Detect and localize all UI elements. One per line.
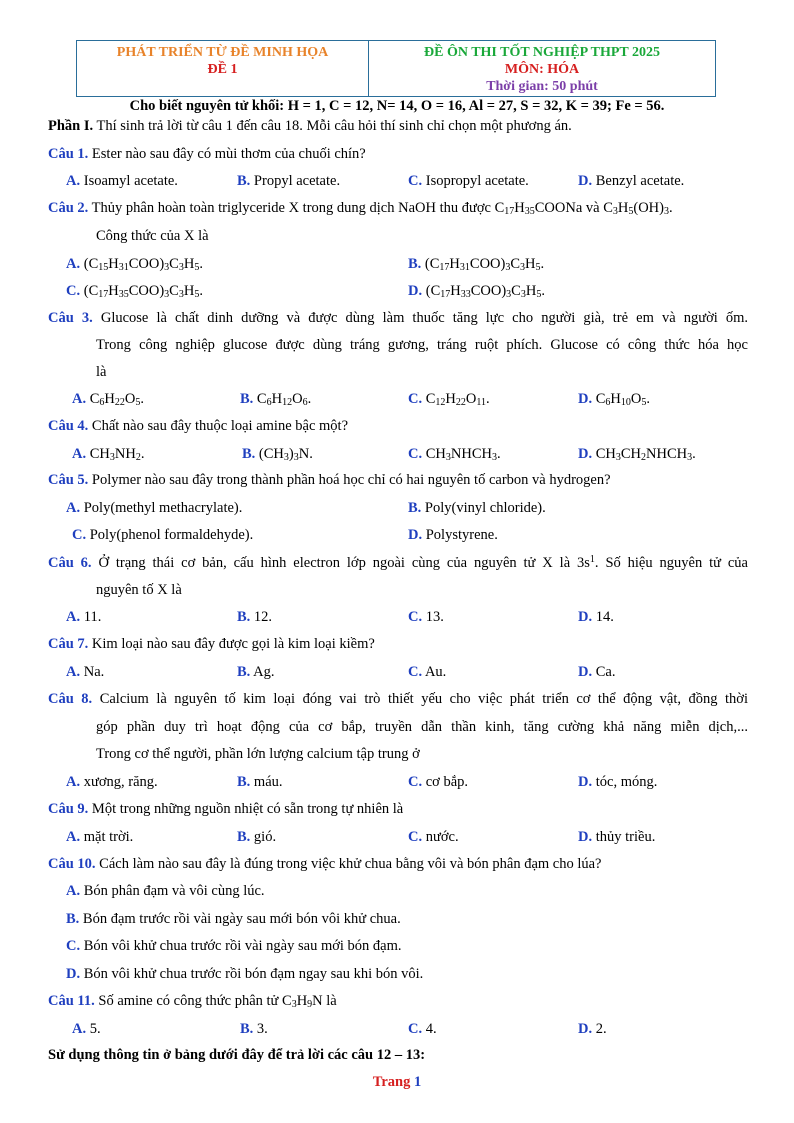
option-1d[interactable]: D. Benzyl acetate. (578, 173, 685, 189)
part-text: Thí sinh trả lời từ câu 1 đến câu 18. Mỗi câu hỏi thí sinh chỉ chọn một phương án. (96, 118, 572, 134)
option-8b[interactable]: B. máu. (237, 774, 283, 790)
option-8c[interactable]: C. cơ bắp. (408, 774, 469, 790)
option-11d[interactable]: D. 2. (578, 1021, 607, 1037)
option-2d[interactable]: D. $(C_{17}H_{33}COO)_3C_3H_5$. (408, 283, 545, 300)
header-exam-title: ĐỀ ÔN THI TỐT NGHIỆP THPT 2025 (424, 45, 660, 60)
question-10: Câu 10. Cách làm nào sau đây là đúng trong việc khử chua bằng vôi và bón phân đạm cho lúa? (48, 856, 602, 872)
header-exam-number: ĐỀ 1 (207, 62, 238, 77)
option-5d[interactable]: D. Polystyrene. (408, 527, 498, 543)
option-4c[interactable]: C. $CH_3NHCH_3$. (408, 446, 501, 463)
question-9: Câu 9. Một trong những nguồn nhiệt có sẵn trong tự nhiên là (48, 801, 404, 817)
question-6-cont: nguyên tố X là (96, 582, 182, 598)
header-right (369, 41, 715, 96)
option-10c[interactable]: C. Bón vôi khử chua trước rồi vài ngày sau mới bón đạm. (66, 938, 402, 954)
option-10b[interactable]: B. Bón đạm trước rồi vài ngày sau mới bón vôi khử chua. (66, 911, 401, 927)
header-subject: MÔN: HÓA (504, 62, 580, 77)
option-3c[interactable]: C. $C_{12}H_{22}O_{11}$. (408, 391, 490, 408)
question-6: Câu 6. Ở trạng thái cơ bản, cấu hình electron lớp ngoài cùng của nguyên tử X là $3s^1$. Số hiệu nguyên tử của (48, 554, 748, 571)
option-8d[interactable]: D. tóc, móng. (578, 774, 658, 790)
option-6b[interactable]: B. 12. (237, 609, 273, 625)
question-text: Ester nào sau đây có mùi thơm của chuối chín? (91, 146, 366, 162)
option-11c[interactable]: C. 4. (408, 1021, 437, 1037)
option-5b[interactable]: B. Poly(vinyl chloride). (408, 500, 546, 516)
header-box (76, 40, 716, 97)
option-3d[interactable]: D. $C_6H_{10}O_5$. (578, 391, 650, 408)
footer-word: Trang (372, 1074, 411, 1090)
option-10d[interactable]: D. Bón vôi khử chua trước rồi bón đạm ngay sau khi bón vôi. (66, 966, 424, 982)
option-4b[interactable]: B. $(CH_3)_3N$. (242, 446, 313, 463)
question-3-cont2: là (96, 364, 107, 380)
question-2: Câu 2. Thủy phân hoàn toàn triglyceride X trong dung dịch NaOH thu được $C_{17}H_{35}COONa$ và $C_3H_5(OH)_3$. (48, 200, 673, 217)
option-4a[interactable]: A. $CH_3NH_2$. (72, 446, 145, 463)
option-3b[interactable]: B. $C_6H_{12}O_6$. (240, 391, 312, 408)
question-8-cont: góp phần duy trì hoạt động của cơ bắp, truyền dẫn thần kinh, tăng cường khả năng miễn dịch,... (96, 719, 748, 735)
option-9a[interactable]: A. mặt trời. (66, 829, 134, 845)
option-4d[interactable]: D. $CH_3CH_2NHCH_3$. (578, 446, 696, 463)
header-left (77, 41, 369, 96)
question-3-cont: Trong công nghiệp glucose được dùng tráng gương, tráng ruột phích. Glucose có công thức hóa học (96, 337, 748, 353)
option-9d[interactable]: D. thủy triều. (578, 829, 656, 845)
option-7b[interactable]: B. Ag. (237, 664, 275, 680)
option-5a[interactable]: A. Poly(methyl methacrylate). (66, 500, 243, 516)
header-duration: Thời gian: 50 phút (486, 79, 598, 94)
question-2-cont: Công thức của X là (96, 228, 209, 244)
part-label: Phần I. (48, 118, 94, 134)
option-7c[interactable]: C. Au. (408, 664, 447, 680)
option-1b[interactable]: B. Propyl acetate. (237, 173, 341, 189)
option-6a[interactable]: A. 11. (66, 609, 102, 625)
atomic-masses: Cho biết nguyên tử khối: H = 1, C = 12, N= 14, O = 16, Al = 27, S = 32, K = 39; Fe = 56. (129, 98, 665, 114)
option-10a[interactable]: A. Bón phân đạm và vôi cùng lúc. (66, 883, 265, 899)
question-label: Câu 1. (48, 146, 89, 162)
option-6d[interactable]: D. 14. (578, 609, 614, 625)
question-8: Câu 8. Calcium là nguyên tố kim loại đóng vai trò thiết yếu cho việc phát triển cơ thể động vật, đồng thời (48, 691, 748, 707)
question-8-cont2: Trong cơ thể người, phần lớn lượng calcium tập trung ở (96, 746, 420, 762)
option-6c[interactable]: C. 13. (408, 609, 444, 625)
option-1a[interactable]: A. Isoamyl acetate. (66, 173, 178, 189)
option-9b[interactable]: B. gió. (237, 829, 277, 845)
question-4: Câu 4. Chất nào sau đây thuộc loại amine bậc một? (48, 418, 349, 434)
option-5c[interactable]: C. Poly(phenol formaldehyde). (72, 527, 254, 543)
page-footer (0, 1074, 794, 1091)
part-instructions (48, 118, 572, 135)
question-7: Câu 7. Kim loại nào sau đây được gọi là kim loại kiềm? (48, 636, 375, 652)
option-3a[interactable]: A. $C_6H_{22}O_5$. (72, 391, 144, 408)
question-11: Câu 11. Số amine có công thức phân tử $C_3H_9N$ là (48, 993, 337, 1010)
option-7a[interactable]: A. Na. (66, 664, 105, 680)
table-intro: Sử dụng thông tin ở bảng dưới đây để trả lời các câu 12 – 13: (48, 1047, 426, 1063)
option-9c[interactable]: C. nước. (408, 829, 459, 845)
option-11b[interactable]: B. 3. (240, 1021, 268, 1037)
option-1c[interactable]: C. Isopropyl acetate. (408, 173, 529, 189)
option-2b[interactable]: B. $(C_{17}H_{31}COO)_3C_3H_5$. (408, 256, 545, 273)
question-1 (48, 146, 366, 163)
option-2a[interactable]: A. $(C_{15}H_{31}COO)_3C_3H_5$. (66, 256, 203, 273)
footer-page-number: 1 (413, 1074, 422, 1090)
header-source: PHÁT TRIỂN TỪ ĐỀ MINH HỌA (116, 45, 329, 60)
option-11a[interactable]: A. 5. (72, 1021, 101, 1037)
option-2c[interactable]: C. $(C_{17}H_{35}COO)_3C_3H_5$. (66, 283, 203, 300)
question-5: Câu 5. Polymer nào sau đây trong thành phần hoá học chỉ có hai nguyên tố carbon và hydrogen? (48, 472, 611, 488)
option-7d[interactable]: D. Ca. (578, 664, 616, 680)
question-3: Câu 3. Glucose là chất dinh dưỡng và được dùng làm thuốc tăng lực cho người già, trẻ em và người ốm. (48, 310, 749, 326)
option-8a[interactable]: A. xương, răng. (66, 774, 158, 790)
